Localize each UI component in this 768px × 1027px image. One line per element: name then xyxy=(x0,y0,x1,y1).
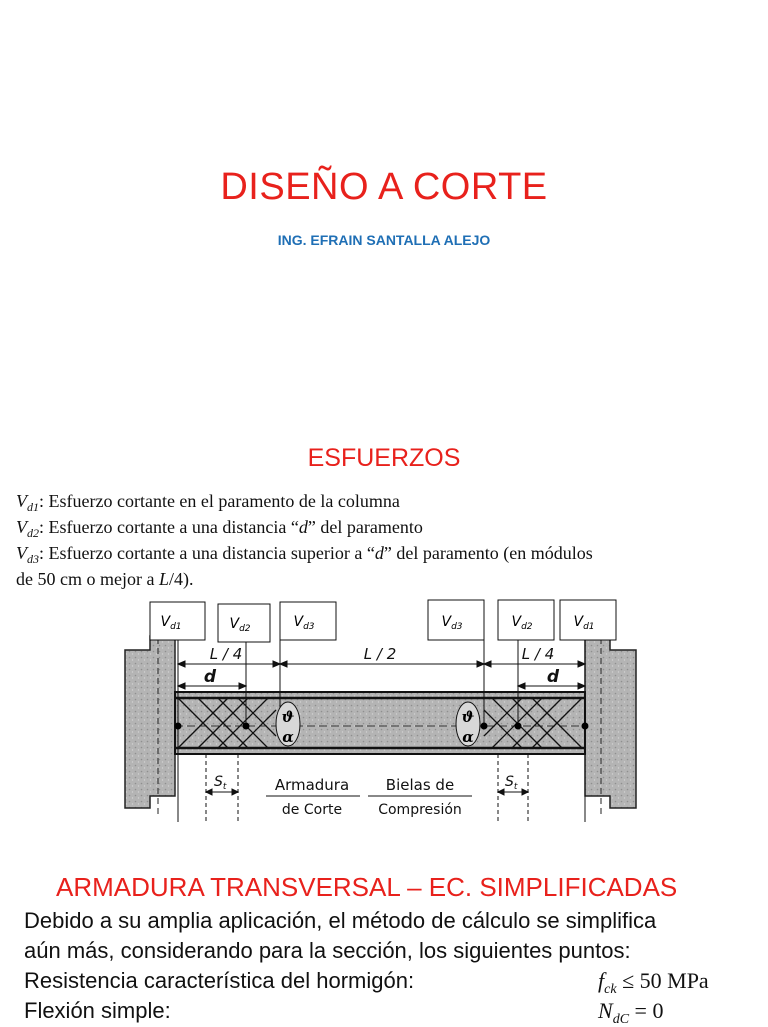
section-heading-esfuerzos: ESFUERZOS xyxy=(307,444,461,472)
label-de-corte: de Corte xyxy=(281,802,343,818)
definition-vd3: $V_{d3}$: Esfuerzo cortante a una distancia superior a “d” del paramento (en módulos xyxy=(16,543,593,566)
section2-body xyxy=(24,906,744,1026)
alpha-right: α xyxy=(462,728,474,746)
alpha-left: α xyxy=(282,728,294,746)
theta-right: ϑ xyxy=(461,708,475,726)
beam xyxy=(175,692,585,754)
body-line-4: Flexión simple: $N_{dC} = 0$ xyxy=(24,998,664,1027)
formula-fck: $f_{ck} \le 50$ MPa xyxy=(598,968,709,997)
box-vd3-left: $V_{d3}$ xyxy=(293,614,315,632)
label-compresion: Compresión xyxy=(378,802,462,818)
theta-left: ϑ xyxy=(281,708,295,726)
dim-half: L / 2 xyxy=(363,645,397,663)
dim-quarter-left: L / 4 xyxy=(209,645,243,663)
body-line-1: Debido a su amplia aplicación, el método de cálculo se simplifica xyxy=(24,908,657,933)
body-line-2: aún más, considerando para la sección, los siguientes puntos: xyxy=(24,938,631,963)
label-armadura: Armadura xyxy=(274,776,350,794)
left-column xyxy=(125,628,175,814)
dim-d-left: d xyxy=(203,667,217,687)
shear-definitions xyxy=(16,488,756,592)
definition-vd2: $V_{d2}$: Esfuerzo cortante a una distancia “d” del paramento xyxy=(16,517,423,540)
section-heading-armadura: ARMADURA TRANSVERSAL – EC. SIMPLIFICADAS xyxy=(56,872,678,902)
page-title: DISEÑO A CORTE xyxy=(220,166,548,208)
beam-shear-diagram xyxy=(98,596,676,822)
definition-continuation: de 50 cm o mejor a L/4). xyxy=(16,569,194,589)
label-bielas: Bielas de xyxy=(385,776,455,794)
right-column xyxy=(585,628,636,814)
box-vd2-right: $V_{d2}$ xyxy=(511,614,533,632)
dim-d-right: d xyxy=(546,667,560,687)
dim-quarter-right: L / 4 xyxy=(521,645,555,663)
definition-vd1: $V_{d1}$: Esfuerzo cortante en el paramento de la columna xyxy=(16,491,400,514)
box-vd1-right: $V_{d1}$ xyxy=(573,614,595,632)
box-vd2-left: $V_{d2}$ xyxy=(229,616,251,634)
formula-ndc: $N_{dC} = 0$ xyxy=(598,998,664,1027)
body-line-3: Resistencia característica del hormigón: $f_{ck} \le 50$ MPa xyxy=(24,968,709,997)
author-name: ING. EFRAIN SANTALLA ALEJO xyxy=(277,232,491,248)
box-vd1-left: $V_{d1}$ xyxy=(160,614,182,632)
spacing-st-left: $S_t$ xyxy=(214,774,227,792)
box-vd3-right: $V_{d3}$ xyxy=(441,614,463,632)
spacing-st-right: $S_t$ xyxy=(505,774,518,792)
